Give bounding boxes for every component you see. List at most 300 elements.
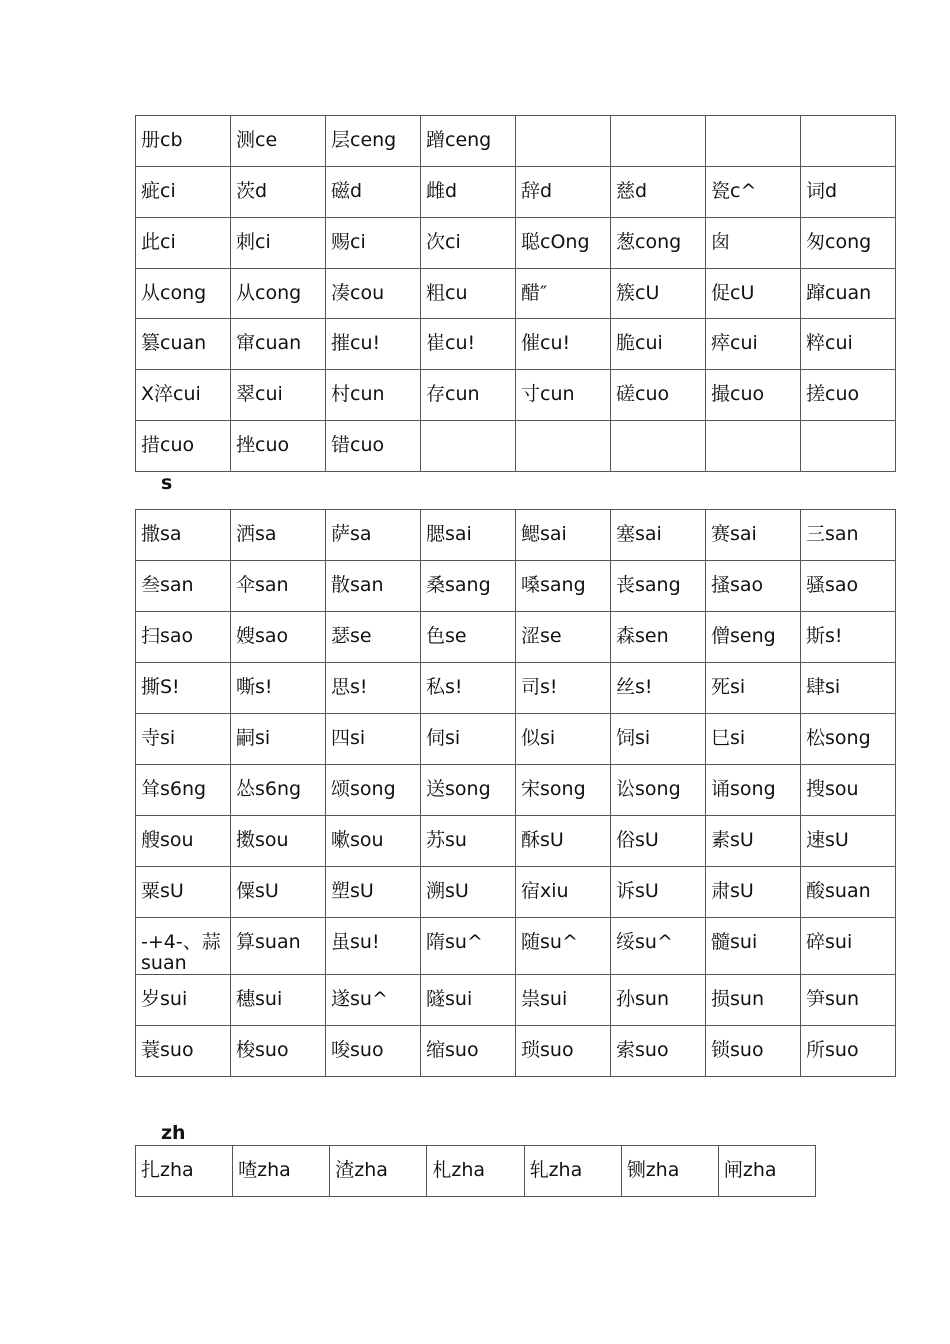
table-cell xyxy=(136,1146,233,1197)
table-cell xyxy=(231,714,326,765)
cell-text: 三san xyxy=(806,523,859,545)
table-cell xyxy=(231,561,326,612)
cell-text: 唆suo xyxy=(331,1039,384,1061)
cell-text: 苏su xyxy=(426,829,467,851)
cell-text: 从cong xyxy=(236,282,302,304)
table-cell xyxy=(231,510,326,561)
cell-text: 宿xiu xyxy=(521,880,569,902)
table-cell xyxy=(706,714,801,765)
table-cell xyxy=(326,510,421,561)
cell-text: 慈d xyxy=(616,180,648,202)
table-cell xyxy=(801,816,896,867)
table-cell xyxy=(801,918,896,975)
table-cell xyxy=(326,116,421,167)
table-cell xyxy=(136,561,231,612)
cell-text: 笋sun xyxy=(806,988,859,1010)
table-cell xyxy=(427,1146,524,1197)
table-cell xyxy=(611,510,706,561)
table-s-syllables xyxy=(135,509,896,1077)
table-cell xyxy=(136,975,231,1026)
cell-text: 寺si xyxy=(141,727,176,749)
cell-text: 错cuo xyxy=(331,434,385,456)
cell-text: 册cb xyxy=(141,129,183,151)
cell-text: 遂su^ xyxy=(331,988,388,1010)
cell-text: 瑟se xyxy=(331,625,372,647)
cell-text: 摧cu! xyxy=(331,332,381,354)
table-cell xyxy=(326,561,421,612)
cell-text: 叁san xyxy=(141,574,194,596)
cell-text: 森sen xyxy=(616,625,669,647)
cell-text: 梭suo xyxy=(236,1039,289,1061)
cell-text: 四si xyxy=(331,727,366,749)
cell-text: 损sun xyxy=(711,988,764,1010)
table-cell xyxy=(706,370,801,421)
cell-text: 词d xyxy=(806,180,838,202)
cell-text: 丧sang xyxy=(616,574,681,596)
table-cell xyxy=(801,765,896,816)
table-cell xyxy=(326,714,421,765)
cell-text: 岁sui xyxy=(141,988,188,1010)
table-cell xyxy=(611,370,706,421)
table-row xyxy=(136,1146,816,1197)
cell-text xyxy=(711,116,796,130)
cell-text: 崔cu! xyxy=(426,332,476,354)
table-cell xyxy=(801,561,896,612)
table-cell xyxy=(516,765,611,816)
table-cell xyxy=(231,765,326,816)
table-cell xyxy=(801,714,896,765)
cell-text: 铡zha xyxy=(626,1159,680,1181)
table-cell xyxy=(421,816,516,867)
table-cell xyxy=(516,816,611,867)
cell-text: 巳si xyxy=(711,727,746,749)
table-cell xyxy=(231,918,326,975)
table-cell xyxy=(611,319,706,370)
table-row xyxy=(136,218,896,269)
table-cell xyxy=(231,167,326,218)
table-cell xyxy=(136,612,231,663)
cell-text xyxy=(521,116,606,130)
cell-text: 虽su! xyxy=(331,931,380,953)
cell-text: 骚sao xyxy=(806,574,859,596)
table-cell xyxy=(516,1026,611,1077)
cell-text: 斯s! xyxy=(806,625,843,647)
cell-text: 思s! xyxy=(331,676,368,698)
cell-text xyxy=(711,421,796,435)
table-row xyxy=(136,612,896,663)
cell-text: 嘶s! xyxy=(236,676,273,698)
table-cell xyxy=(326,269,421,319)
table-cell xyxy=(801,510,896,561)
table-cell xyxy=(326,218,421,269)
cell-text: 醋″ xyxy=(521,282,548,304)
table-cell xyxy=(706,816,801,867)
table-c-syllables xyxy=(135,115,896,472)
cell-text: 隋su^ xyxy=(426,931,483,953)
table-cell xyxy=(421,918,516,975)
cell-text: 存cun xyxy=(426,383,480,405)
cell-text: 绥su^ xyxy=(616,931,673,953)
cell-text: 撮cuo xyxy=(711,383,765,405)
cell-text: 窜cuan xyxy=(236,332,302,354)
table-cell xyxy=(231,370,326,421)
table-cell xyxy=(231,421,326,472)
table-row xyxy=(136,561,896,612)
cell-text: 层ceng xyxy=(331,129,397,151)
table-cell xyxy=(136,218,231,269)
cell-text: 瘁cui xyxy=(711,332,758,354)
table-cell xyxy=(231,612,326,663)
table-cell xyxy=(801,370,896,421)
cell-text: 聪cOng xyxy=(521,231,590,253)
cell-text: 耸s6ng xyxy=(141,778,207,800)
cell-text: 措cuo xyxy=(141,434,195,456)
cell-text: 似si xyxy=(521,727,556,749)
cell-text: 萨sa xyxy=(331,523,372,545)
table-cell xyxy=(421,421,516,472)
table-cell xyxy=(516,561,611,612)
table-cell xyxy=(611,816,706,867)
cell-text: 嗽sou xyxy=(331,829,384,851)
table-cell xyxy=(611,975,706,1026)
table-cell xyxy=(421,714,516,765)
table-cell xyxy=(421,319,516,370)
cell-text: 蹿cuan xyxy=(806,282,872,304)
cell-text: 蓑suo xyxy=(141,1039,194,1061)
table-cell xyxy=(516,421,611,472)
table-cell xyxy=(136,867,231,918)
table-cell xyxy=(801,218,896,269)
table-cell xyxy=(136,765,231,816)
table-cell xyxy=(706,319,801,370)
cell-text: 艘sou xyxy=(141,829,194,851)
table-cell xyxy=(611,918,706,975)
table-cell xyxy=(136,714,231,765)
cell-text xyxy=(616,116,701,130)
table-cell xyxy=(516,218,611,269)
cell-text: 酥sU xyxy=(521,829,564,851)
table-cell xyxy=(136,319,231,370)
cell-text: 穗sui xyxy=(236,988,283,1010)
table-cell xyxy=(801,612,896,663)
cell-text: 催cu! xyxy=(521,332,571,354)
cell-text: 宋song xyxy=(521,778,586,800)
table-cell xyxy=(611,714,706,765)
cell-text: 僧seng xyxy=(711,625,776,647)
table-cell xyxy=(801,421,896,472)
table-cell xyxy=(233,1146,330,1197)
table-cell xyxy=(326,867,421,918)
table-row xyxy=(136,918,896,975)
cell-text: 匆cong xyxy=(806,231,872,253)
table-cell xyxy=(231,319,326,370)
table-row xyxy=(136,714,896,765)
cell-text: 嫂sao xyxy=(236,625,289,647)
cell-text: 赐ci xyxy=(331,231,366,253)
cell-text: 腮sai xyxy=(426,523,472,545)
cell-text: 僳sU xyxy=(236,880,279,902)
table-row xyxy=(136,765,896,816)
table-row xyxy=(136,867,896,918)
cell-text: 饲si xyxy=(616,727,651,749)
table-cell xyxy=(801,867,896,918)
table-row xyxy=(136,167,896,218)
cell-text: 丝s! xyxy=(616,676,653,698)
cell-text: 村cun xyxy=(331,383,385,405)
cell-text: 速sU xyxy=(806,829,849,851)
cell-text: 髓sui xyxy=(711,931,758,953)
table-cell xyxy=(611,561,706,612)
cell-text: 洒sa xyxy=(236,523,277,545)
table-cell xyxy=(231,1026,326,1077)
cell-text: 札zha xyxy=(432,1159,486,1181)
table-cell xyxy=(421,370,516,421)
table-cell xyxy=(706,167,801,218)
table-cell xyxy=(136,167,231,218)
table-cell xyxy=(516,370,611,421)
cell-text: 赛sai xyxy=(711,523,757,545)
cell-text: 次ci xyxy=(426,231,461,253)
cell-text: 瓷c^ xyxy=(711,180,757,202)
table-cell xyxy=(611,218,706,269)
table-cell xyxy=(421,167,516,218)
table-row xyxy=(136,510,896,561)
cell-text: 颂song xyxy=(331,778,396,800)
cell-text: 磋cuo xyxy=(616,383,670,405)
table-cell xyxy=(621,1146,718,1197)
cell-text: 囱 xyxy=(711,231,731,253)
table-cell xyxy=(326,975,421,1026)
table-zh-syllables xyxy=(135,1145,816,1197)
table-cell xyxy=(801,167,896,218)
table-row xyxy=(136,975,896,1026)
table-cell xyxy=(136,370,231,421)
table-row xyxy=(136,816,896,867)
cell-text: X淬cui xyxy=(141,383,201,405)
cell-text: 粹cui xyxy=(806,332,853,354)
table-cell xyxy=(326,765,421,816)
cell-text: 鳃sai xyxy=(521,523,567,545)
cell-text: 素sU xyxy=(711,829,754,851)
table-cell xyxy=(231,867,326,918)
cell-text: 刺ci xyxy=(236,231,271,253)
table-cell xyxy=(326,663,421,714)
cell-text: 肃sU xyxy=(711,880,754,902)
cell-text: 脆cui xyxy=(616,332,663,354)
table-cell xyxy=(516,116,611,167)
table-cell xyxy=(706,421,801,472)
cell-text xyxy=(426,421,511,435)
cell-text: 扫sao xyxy=(141,625,194,647)
cell-text xyxy=(806,116,891,130)
table-cell xyxy=(231,269,326,319)
cell-text xyxy=(521,421,606,435)
cell-text: 翠cui xyxy=(236,383,283,405)
cell-text: 疵ci xyxy=(141,180,176,202)
table-cell xyxy=(801,319,896,370)
cell-text: 搔sao xyxy=(711,574,764,596)
cell-text: 涩se xyxy=(521,625,562,647)
cell-text: 祟sui xyxy=(521,988,568,1010)
cell-text: 诉sU xyxy=(616,880,659,902)
cell-text: 茨d xyxy=(236,180,268,202)
cell-text: 轧zha xyxy=(529,1159,583,1181)
cell-text: 琐suo xyxy=(521,1039,574,1061)
cell-text: 嗣si xyxy=(236,727,271,749)
table-cell xyxy=(136,1026,231,1077)
table-cell xyxy=(611,269,706,319)
table-cell xyxy=(516,918,611,975)
table-cell xyxy=(136,663,231,714)
cell-text: -+4-、蒜suan xyxy=(141,931,221,974)
table-cell xyxy=(136,269,231,319)
table-cell xyxy=(136,510,231,561)
table-cell xyxy=(231,663,326,714)
cell-text: 蹭ceng xyxy=(426,129,492,151)
table-cell xyxy=(330,1146,427,1197)
cell-text xyxy=(806,421,891,435)
table-cell xyxy=(801,975,896,1026)
table-cell xyxy=(136,421,231,472)
table-row xyxy=(136,116,896,167)
table-cell xyxy=(611,612,706,663)
table-cell xyxy=(516,714,611,765)
table-cell xyxy=(611,765,706,816)
cell-text: 从cong xyxy=(141,282,207,304)
table-row xyxy=(136,269,896,319)
table-row xyxy=(136,663,896,714)
cell-text: 死si xyxy=(711,676,746,698)
table-cell xyxy=(706,561,801,612)
table-cell xyxy=(231,816,326,867)
table-cell xyxy=(516,510,611,561)
cell-text: 粟sU xyxy=(141,880,184,902)
table-cell xyxy=(706,510,801,561)
table-cell xyxy=(136,116,231,167)
table-cell xyxy=(421,612,516,663)
cell-text: 扎zha xyxy=(141,1159,194,1181)
table-cell xyxy=(516,269,611,319)
cell-text xyxy=(616,421,701,435)
table-cell xyxy=(706,975,801,1026)
section-heading-s: s xyxy=(161,472,173,494)
table-cell xyxy=(516,867,611,918)
cell-text: 渣zha xyxy=(335,1159,388,1181)
table-cell xyxy=(516,663,611,714)
table-cell xyxy=(326,319,421,370)
cell-text: 松song xyxy=(806,727,871,749)
cell-text: 喳zha xyxy=(238,1159,291,1181)
cell-text: 司s! xyxy=(521,676,558,698)
cell-text: 辞d xyxy=(521,180,553,202)
table-cell xyxy=(611,421,706,472)
cell-text: 塞sai xyxy=(616,523,662,545)
table-row xyxy=(136,370,896,421)
cell-text: 俗sU xyxy=(616,829,659,851)
table-cell xyxy=(421,663,516,714)
cell-text: 凑cou xyxy=(331,282,385,304)
cell-text: 伺si xyxy=(426,727,461,749)
table-cell xyxy=(706,663,801,714)
table-cell xyxy=(516,319,611,370)
cell-text: 塑sU xyxy=(331,880,374,902)
cell-text: 随su^ xyxy=(521,931,578,953)
table-row xyxy=(136,1026,896,1077)
cell-text: 雌d xyxy=(426,180,458,202)
table-cell xyxy=(421,269,516,319)
cell-text: 擞sou xyxy=(236,829,289,851)
table-cell xyxy=(421,218,516,269)
cell-text: 篡cuan xyxy=(141,332,207,354)
cell-text: 缩suo xyxy=(426,1039,479,1061)
table-cell xyxy=(326,167,421,218)
table-cell xyxy=(706,218,801,269)
section-heading-zh: zh xyxy=(161,1122,186,1144)
table-cell xyxy=(421,116,516,167)
table-cell xyxy=(706,612,801,663)
table-cell xyxy=(231,116,326,167)
cell-text: 搓cuo xyxy=(806,383,860,405)
cell-text: 搜sou xyxy=(806,778,859,800)
cell-text: 此ci xyxy=(141,231,176,253)
table-cell xyxy=(524,1146,621,1197)
cell-text: 讼song xyxy=(616,778,681,800)
cell-text: 怂s6ng xyxy=(236,778,302,800)
cell-text: 孙sun xyxy=(616,988,669,1010)
table-cell xyxy=(421,867,516,918)
cell-text: 酸suan xyxy=(806,880,871,902)
cell-text: 簇cU xyxy=(616,282,660,304)
cell-text: 碎sui xyxy=(806,931,853,953)
cell-text: 葱cong xyxy=(616,231,682,253)
table-cell xyxy=(231,975,326,1026)
table-cell xyxy=(516,612,611,663)
cell-text: 锁suo xyxy=(711,1039,764,1061)
table-cell xyxy=(326,816,421,867)
table-cell xyxy=(611,663,706,714)
table-cell xyxy=(706,867,801,918)
table-cell xyxy=(421,975,516,1026)
cell-text: 磁d xyxy=(331,180,363,202)
cell-text: 色se xyxy=(426,625,467,647)
cell-text: 闸zha xyxy=(723,1159,777,1181)
cell-text: 算suan xyxy=(236,931,301,953)
table-cell xyxy=(326,421,421,472)
cell-text: 粗cu xyxy=(426,282,468,304)
cell-text: 挫cuo xyxy=(236,434,290,456)
table-cell xyxy=(136,918,231,975)
cell-text: 促cU xyxy=(711,282,755,304)
cell-text: 溯sU xyxy=(426,880,469,902)
cell-text: 撒sa xyxy=(141,523,182,545)
table-cell xyxy=(326,612,421,663)
cell-text: 桑sang xyxy=(426,574,491,596)
table-row xyxy=(136,319,896,370)
table-cell xyxy=(801,116,896,167)
table-cell xyxy=(706,269,801,319)
table-cell xyxy=(516,975,611,1026)
table-cell xyxy=(421,1026,516,1077)
table-cell xyxy=(611,867,706,918)
table-cell xyxy=(231,218,326,269)
table-cell xyxy=(706,765,801,816)
table-cell xyxy=(421,561,516,612)
table-cell xyxy=(801,269,896,319)
table-cell xyxy=(718,1146,815,1197)
table-cell xyxy=(516,167,611,218)
cell-text: 索suo xyxy=(616,1039,669,1061)
table-cell xyxy=(706,116,801,167)
